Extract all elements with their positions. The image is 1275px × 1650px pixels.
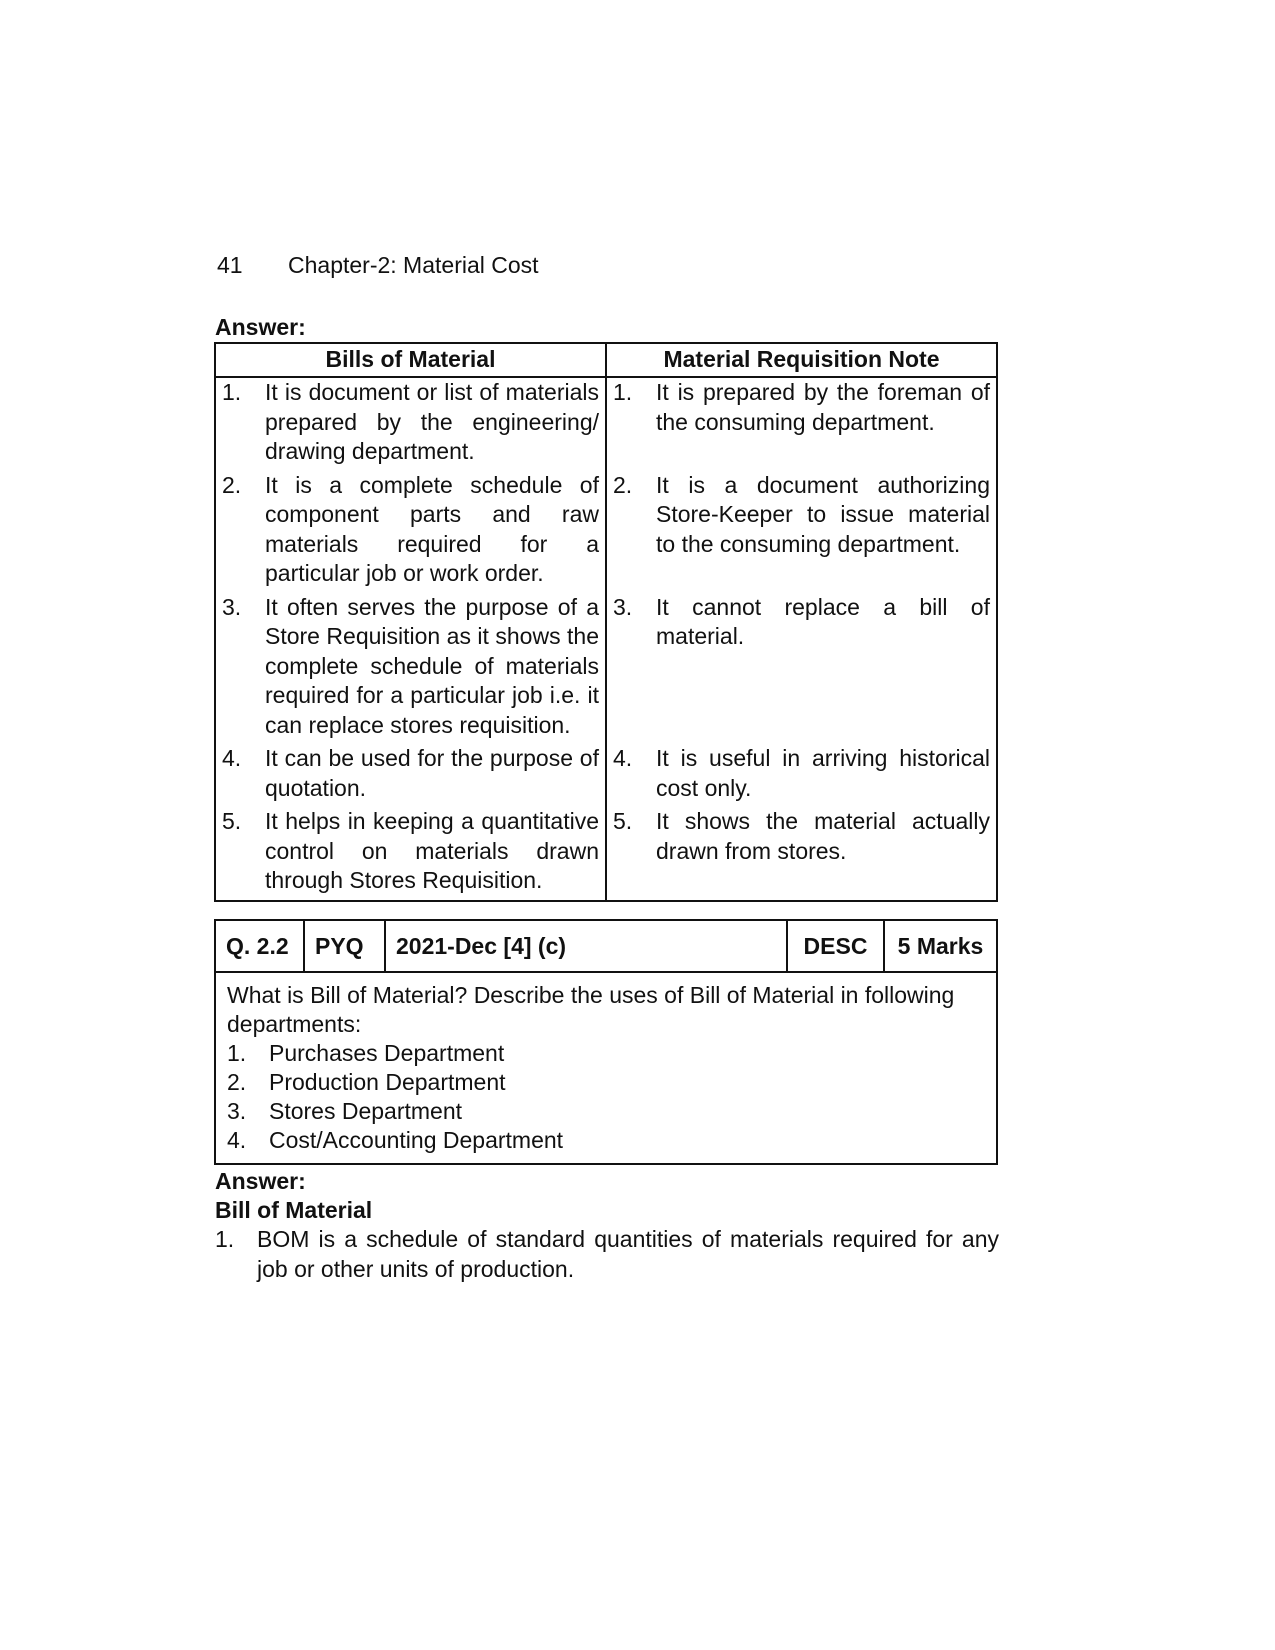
list-item xyxy=(222,744,599,803)
answer-label-2: Answer: xyxy=(215,1168,306,1194)
table-cell-mrn xyxy=(606,744,997,807)
list-item xyxy=(222,807,599,896)
page-header xyxy=(217,252,539,279)
table-row xyxy=(215,807,997,901)
item-number: 1. xyxy=(613,379,633,405)
list-item xyxy=(613,744,990,803)
list-item xyxy=(222,378,599,467)
question-body xyxy=(216,973,996,1163)
item-number: 4. xyxy=(222,745,242,771)
item-number: 3. xyxy=(227,1098,247,1124)
item-text: It is useful in arriving historical cost only. xyxy=(656,745,990,801)
question-reference: 2021-Dec [4] (c) xyxy=(386,921,788,971)
list-item xyxy=(613,378,990,437)
department-name: Production Department xyxy=(269,1069,506,1095)
item-number: 1. xyxy=(215,1226,235,1252)
table-cell-mrn xyxy=(606,471,997,593)
subheading: Bill of Material xyxy=(215,1197,373,1223)
column-header-bom: Bills of Material xyxy=(215,343,606,377)
list-item xyxy=(613,807,990,866)
chapter-title: Chapter-2: Material Cost xyxy=(288,252,539,278)
item-text: It is a document authorizing Store-Keeper to issue material to the consuming department. xyxy=(656,471,990,557)
item-text: It cannot replace a bill of material. xyxy=(656,593,990,649)
page-number: 41 xyxy=(217,252,243,278)
table-cell-mrn xyxy=(606,593,997,745)
table-row xyxy=(215,471,997,593)
column-header-mrn: Material Requisition Note xyxy=(606,343,997,377)
list-item xyxy=(222,593,599,741)
answer-label: Answer: xyxy=(215,314,306,340)
list-item xyxy=(222,471,599,589)
bom-points-list xyxy=(215,1225,999,1284)
question-type: PYQ xyxy=(305,921,386,971)
table-row xyxy=(215,744,997,807)
table-cell-mrn xyxy=(606,807,997,901)
item-number: 1. xyxy=(222,379,242,405)
item-text: It often serves the purpose of a Store Requisition as it shows the complete schedule of materials required for a particular job i.e. it can replace stores requisition. xyxy=(265,593,599,738)
table-cell-bom xyxy=(215,807,606,901)
comparison-table xyxy=(214,342,998,902)
item-text: It is document or list of materials prepared by the engineering/ drawing department. xyxy=(265,379,599,464)
table-cell-bom xyxy=(215,593,606,745)
department-item xyxy=(227,1126,986,1155)
department-name: Stores Department xyxy=(269,1098,463,1124)
department-name: Cost/Accounting Department xyxy=(269,1127,564,1153)
question-kind: DESC xyxy=(788,921,885,971)
item-text: It shows the material actually drawn from stores. xyxy=(656,808,990,864)
item-number: 5. xyxy=(613,808,633,834)
department-name: Purchases Department xyxy=(269,1040,505,1066)
item-text: It is prepared by the foreman of the consuming department. xyxy=(656,379,990,435)
item-number: 2. xyxy=(227,1069,247,1095)
item-text: It is a complete schedule of component parts and raw materials required for a particular job or work order. xyxy=(265,471,599,586)
department-item xyxy=(227,1068,986,1097)
list-item xyxy=(613,593,990,652)
table-cell-bom xyxy=(215,377,606,471)
item-number: 2. xyxy=(613,471,633,498)
item-number: 3. xyxy=(613,593,633,620)
table-cell-bom xyxy=(215,744,606,807)
question-marks: 5 Marks xyxy=(897,932,984,959)
question-number: Q. 2.2 xyxy=(216,921,305,971)
item-text: It helps in keeping a quantitative control on materials drawn through Stores Requisition. xyxy=(265,808,599,893)
list-item xyxy=(613,471,990,560)
table-row xyxy=(215,593,997,745)
table-cell-bom xyxy=(215,471,606,593)
question-header xyxy=(216,921,996,973)
item-number: 4. xyxy=(227,1127,247,1153)
table-row xyxy=(215,377,997,471)
item-number: 5. xyxy=(222,808,242,834)
item-text: BOM is a schedule of standard quantities of materials required for any job or other units of production. xyxy=(257,1226,999,1282)
item-number: 1. xyxy=(227,1040,247,1066)
item-number: 3. xyxy=(222,593,242,620)
list-item xyxy=(215,1225,999,1284)
item-number: 2. xyxy=(222,471,242,498)
department-list xyxy=(227,1039,986,1155)
question-box xyxy=(214,919,998,1165)
item-number: 4. xyxy=(613,745,633,771)
item-text: It can be used for the purpose of quotation. xyxy=(265,745,599,801)
table-cell-mrn xyxy=(606,377,997,471)
department-item xyxy=(227,1097,986,1126)
department-item xyxy=(227,1039,986,1068)
question-text: What is Bill of Material? Describe the uses of Bill of Material in following departments: xyxy=(227,982,955,1037)
